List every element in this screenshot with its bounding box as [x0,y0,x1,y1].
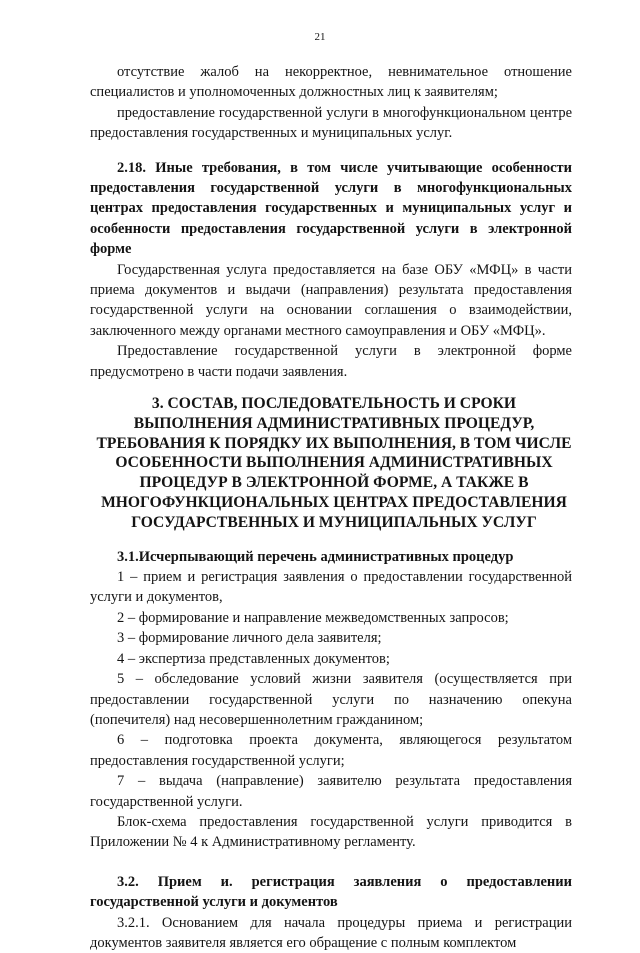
page-number: 21 [314,31,326,43]
heading-line: МНОГОФУНКЦИОНАЛЬНЫХ ЦЕНТРАХ ПРЕДОСТАВЛЕНИЯ [101,494,567,512]
list-item: 5 – обследование условий жизни заявителя (осуществляется при предоставлении государственной услуги по назначению опекуна (попечителя) над несовершеннолетним гражданином; [90,671,572,728]
list-item: 3 – формирование личного дела заявителя; [117,630,382,647]
section-3-2-heading: 3.2. Прием и. регистрация заявления о предоставлении государственной услуги и документов [90,873,572,911]
heading-line: 3. СОСТАВ, ПОСЛЕДОВАТЕЛЬНОСТЬ И СРОКИ [151,395,517,413]
section-2-18-heading: 2.18. Иные требования, в том числе учитывающие особенности предоставления государственной услуги в многофункциональных центрах предоставления государственных и муниципальных услуг и особенности предоставления государственной услуги в электронной форме [90,159,572,258]
paragraph: предоставление государственной услуги в многофункциональном центре предоставления государственных и муниципальных услуг. [90,104,572,142]
list-item: 1 – прием и регистрация заявления о предоставлении государственной услуги и документов, [90,569,572,606]
list-item: 6 – подготовка проекта документа, являющегося результатом предоставления государственной услуги; [90,732,572,769]
list-item: 4 – экспертиза представленных документов; [117,650,390,667]
heading-line: ГОСУДАРСТВЕННЫХ И МУНИЦИПАЛЬНЫХ УСЛУГ [131,513,537,531]
paragraph: Предоставление государственной услуги в электронной форме предусмотрено в части подачи заявления. [90,343,572,380]
list-item: 7 – выдача (направление) заявителю результата предоставления государственной услуги. [90,773,572,810]
paragraph: 3.2.1. Основанием для начала процедуры приема и регистрации документов заявителя является его обращение с полным комплектом [90,914,572,951]
heading-line: ВЫПОЛНЕНИЯ АДМИНИСТРАТИВНЫХ ПРОЦЕДУР, [133,414,535,432]
document-body [90,62,572,953]
section-3-heading [90,394,572,533]
heading-line: ОСОБЕННОСТИ ВЫПОЛНЕНИЯ АДМИНИСТРАТИВНЫХ [115,454,553,472]
heading-line: ТРЕБОВАНИЯ К ПОРЯДКУ ИХ ВЫПОЛНЕНИЯ, В ТОМ ЧИСЛЕ [96,434,572,452]
section-3-1-heading: 3.1.Исчерпывающий перечень административных процедур [117,548,514,565]
paragraph: Блок-схема предоставления государственной услуги приводится в Приложении № 4 к Административному регламенту. [90,813,572,851]
list-item: 2 – формирование и направление межведомственных запросов; [117,609,509,626]
heading-line: ПРОЦЕДУР В ЭЛЕКТРОННОЙ ФОРМЕ, А ТАКЖЕ В [139,474,529,492]
paragraph: Государственная услуга предоставляется на базе ОБУ «МФЦ» в части приема документов и выдачи (направления) результата предоставления государственной услуги на основании соглашения о взаимодействии, заключенного между органами местного самоуправления и ОБУ «МФЦ». [90,261,572,339]
paragraph: отсутствие жалоб на некорректное, невнимательное отношение специалистов и уполномоченных должностных лиц к заявителям; [90,64,572,101]
